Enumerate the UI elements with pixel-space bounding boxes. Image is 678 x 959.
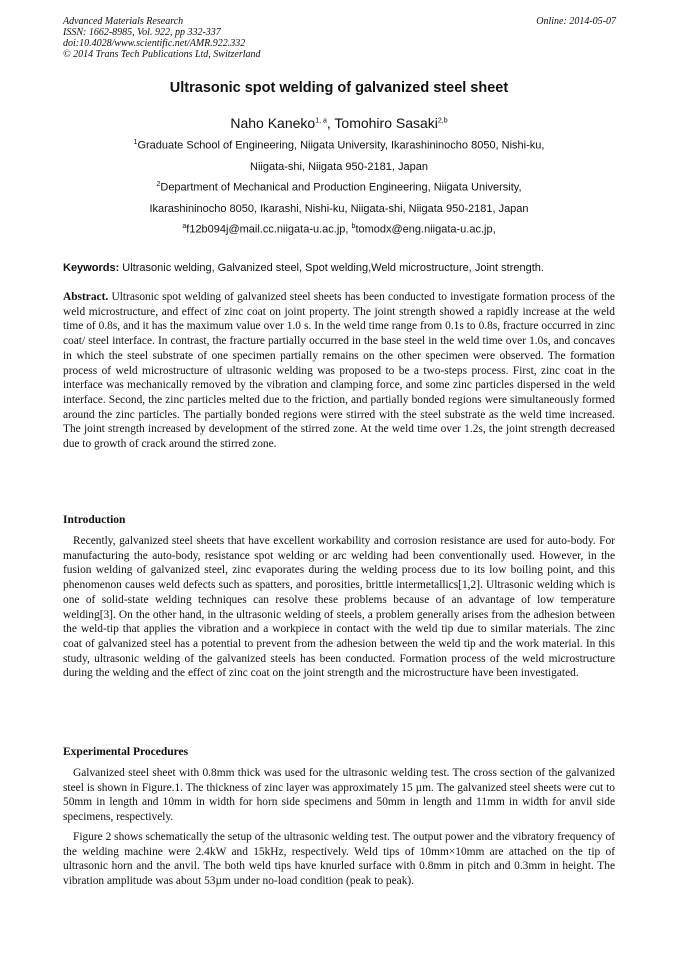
abstract-text: Ultrasonic spot welding of galvanized steel sheets has been conducted to investigate formation process of the weld microstructure, and effect of zinc coat on joint property. The joint strength showed a rapidly increase at the weld time of 0.8s, and it has the maximum value over 1.0 s. In the weld time range from 0.1s to 0.8s, fracture occurred in zinc coat/ steel interface. In contrast, the fracture partially occurred in the base steel in the weld time over 1.0s, and concaves in which the steel substrate of one specimen partially remains on the other specimen were observed. The formation process of weld microstructure of ultrasonic welding was proposed to be a two-steps process. First, zinc coat in the interface was mechanically removed by the vibration and clamping force, and some zinc particles dispersed in the weld interface. Second, the zinc particles melted due to the friction, and partially bonded regions were simultaneously formed around the zinc particles. The partially bonded regions were stirred with the steel substrate as the weld time increased. The joint strength increased by development of the stirred zone. At the weld time over 1.2s, the joint strength decreased due to growth of crack around the stirred zone. — [63, 291, 615, 451]
email-line — [0, 223, 678, 236]
affiliation-1-line-1 — [0, 139, 678, 152]
aff2-text: Department of Mechanical and Production Engineering, Niigata University, — [160, 181, 522, 194]
experimental-paragraph-1: Galvanized steel sheet with 0.8mm thick was used for the ultrasonic welding test. The cross section of the galvanized steel is shown in Figure.1. The thickness of zinc layer was approximately 15 µm. The galvanized steel sheets were cut to 50mm in length and 10mm in width for horn side specimens and 50mm in length and 11mm in width for anvil side specimens, respectively. — [63, 767, 615, 824]
keywords — [63, 262, 615, 274]
email-a: f12b094j@mail.cc.niigata-u.ac.jp, — [186, 223, 352, 236]
affiliation-2-line-1 — [0, 181, 678, 194]
copyright: © 2014 Trans Tech Publications Ltd, Switzerland — [63, 49, 261, 60]
paper-title: Ultrasonic spot welding of galvanized steel sheet — [169, 80, 509, 96]
author-1: Naho Kaneko — [230, 115, 316, 131]
affiliation-2-line-2: Ikarashininocho 8050, Ikarashi, Nishi-ku, Niigata-shi, Niigata 950-2181, Japan — [149, 203, 529, 215]
issn: ISSN: 1662-8985, Vol. 922, pp 332-337 — [63, 27, 221, 38]
author-1-sup: 1, a — [315, 117, 327, 125]
email-a-sup: a — [182, 223, 187, 230]
experimental-heading: Experimental Procedures — [63, 746, 189, 758]
author-separator: , — [326, 115, 335, 131]
author-line — [0, 115, 678, 131]
journal-header — [63, 16, 261, 60]
author-2: Tomohiro Sasaki — [334, 115, 438, 131]
abstract — [63, 290, 615, 452]
keywords-label: Keywords: — [63, 262, 120, 274]
affiliation-1-line-2: Niigata-shi, Niigata 950-2181, Japan — [250, 161, 428, 173]
introduction-heading: Introduction — [63, 514, 126, 526]
journal-name: Advanced Materials Research — [63, 16, 184, 27]
aff2-sup: 2 — [156, 181, 161, 188]
email-b-sup: b — [351, 223, 356, 230]
introduction-text: Recently, galvanized steel sheets that have excellent workability and corrosion resistance are used for auto-body. For manufacturing the auto-body, resistance spot welding or arc welding had been conventionally used. However, in the fusion welding of galvanized steel, zinc evaporates during the welding process due to its low boiling point, and this phenomenon causes weld defects such as spatters, and porosities, brittle intermetallics[1,2]. Ultrasonic welding which is one of solid-state welding techniques can resolve these problems because of an advantage of low temperature welding[3]. On the other hand, in the ultrasonic welding of steels, a problem generally arises from the adhesion between the weld-tip that applies the vibration and a workpiece in contact with the weld tip due to similar materials. The zinc coat of galvanized steel has a potential to prevent from the adhesion between the weld tip and the work material. In this study, ultrasonic welding of the galvanized steels has been conducted. Formation process of the weld microstructure during the welding and the effect of zinc coat on the joint strength and the microstructure have been investigated. — [63, 535, 615, 680]
doi: doi:10.4028/www.scientific.net/AMR.922.332 — [63, 38, 246, 49]
keywords-text: Ultrasonic welding, Galvanized steel, Spot welding,Weld microstructure, Joint strength. — [119, 262, 544, 274]
aff1-sup: 1 — [133, 139, 138, 146]
online-date: Online: 2014-05-07 — [536, 16, 616, 27]
author-2-sup: 2,b — [437, 117, 448, 125]
experimental-paragraph-2: Figure 2 shows schematically the setup of the ultrasonic welding test. The output power and the vibratory frequency of the welding machine were 2.4kW and 15kHz, respectively. Weld tips of 10mm×10mm are attached on the tip of ultrasonic horn and the anvil. The both weld tips have knurled surface with 0.8mm in pitch and 0.3mm in height. The vibration amplitude was about 53µm under no-load condition (peak to peak). — [63, 831, 615, 888]
abstract-label: Abstract. — [63, 291, 109, 303]
aff1-text: Graduate School of Engineering, Niigata University, Ikarashininocho 8050, Nishi-ku, — [137, 139, 545, 152]
email-b: tomodx@eng.niigata-u.ac.jp, — [355, 223, 496, 236]
